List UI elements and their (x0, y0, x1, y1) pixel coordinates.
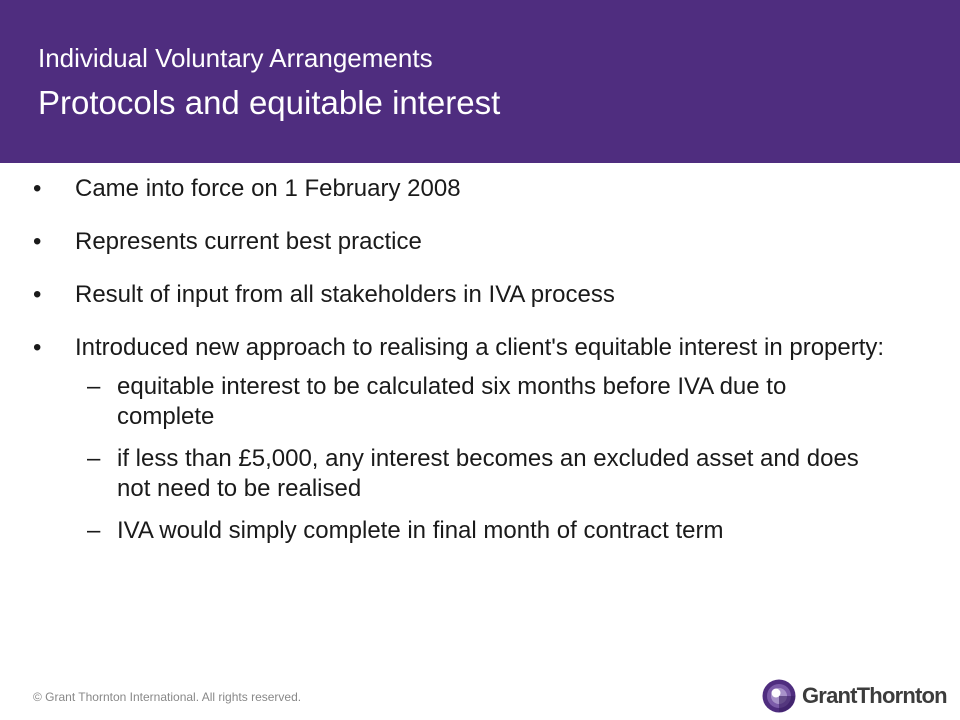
grant-thornton-logo-icon (762, 679, 796, 713)
copyright-footer: © Grant Thornton International. All rights reserved. (33, 690, 302, 704)
bullet-text: Came into force on 1 February 2008 (75, 175, 461, 202)
bullet-marker: • (33, 281, 42, 308)
slide-supertitle: Individual Voluntary Arrangements (38, 43, 433, 73)
company-logo (762, 679, 947, 713)
sub-bullet-list (75, 372, 895, 546)
bullet-marker: • (33, 175, 42, 202)
bullet-item (0, 278, 895, 311)
dash-marker: – (87, 517, 101, 544)
sub-bullet-text: IVA would simply complete in final month of contract term (117, 517, 724, 544)
bullet-item (0, 331, 895, 546)
sub-bullet-item (75, 372, 877, 432)
sub-bullet-text: equitable interest to be calculated six months before IVA due to complete (117, 373, 787, 430)
title-banner (0, 0, 960, 163)
sub-bullet-item (75, 516, 877, 546)
bullet-marker: • (33, 334, 42, 361)
sub-bullet-text: if less than £5,000, any interest becomes an excluded asset and does not need to be realised (117, 445, 859, 502)
bullet-text: Introduced new approach to realising a client's equitable interest in property: (75, 334, 885, 361)
bullet-text: Result of input from all stakeholders in IVA process (75, 281, 615, 308)
bullet-item (0, 225, 895, 258)
logo-wordmark: GrantThornton (802, 683, 947, 708)
bullet-marker: • (33, 228, 42, 255)
bullet-item (0, 172, 895, 205)
slide-title: Protocols and equitable interest (38, 84, 501, 121)
sub-bullet-item (75, 444, 877, 504)
dash-marker: – (87, 373, 101, 400)
bullet-list (0, 172, 960, 566)
bullet-text: Represents current best practice (75, 228, 422, 255)
dash-marker: – (87, 445, 101, 472)
